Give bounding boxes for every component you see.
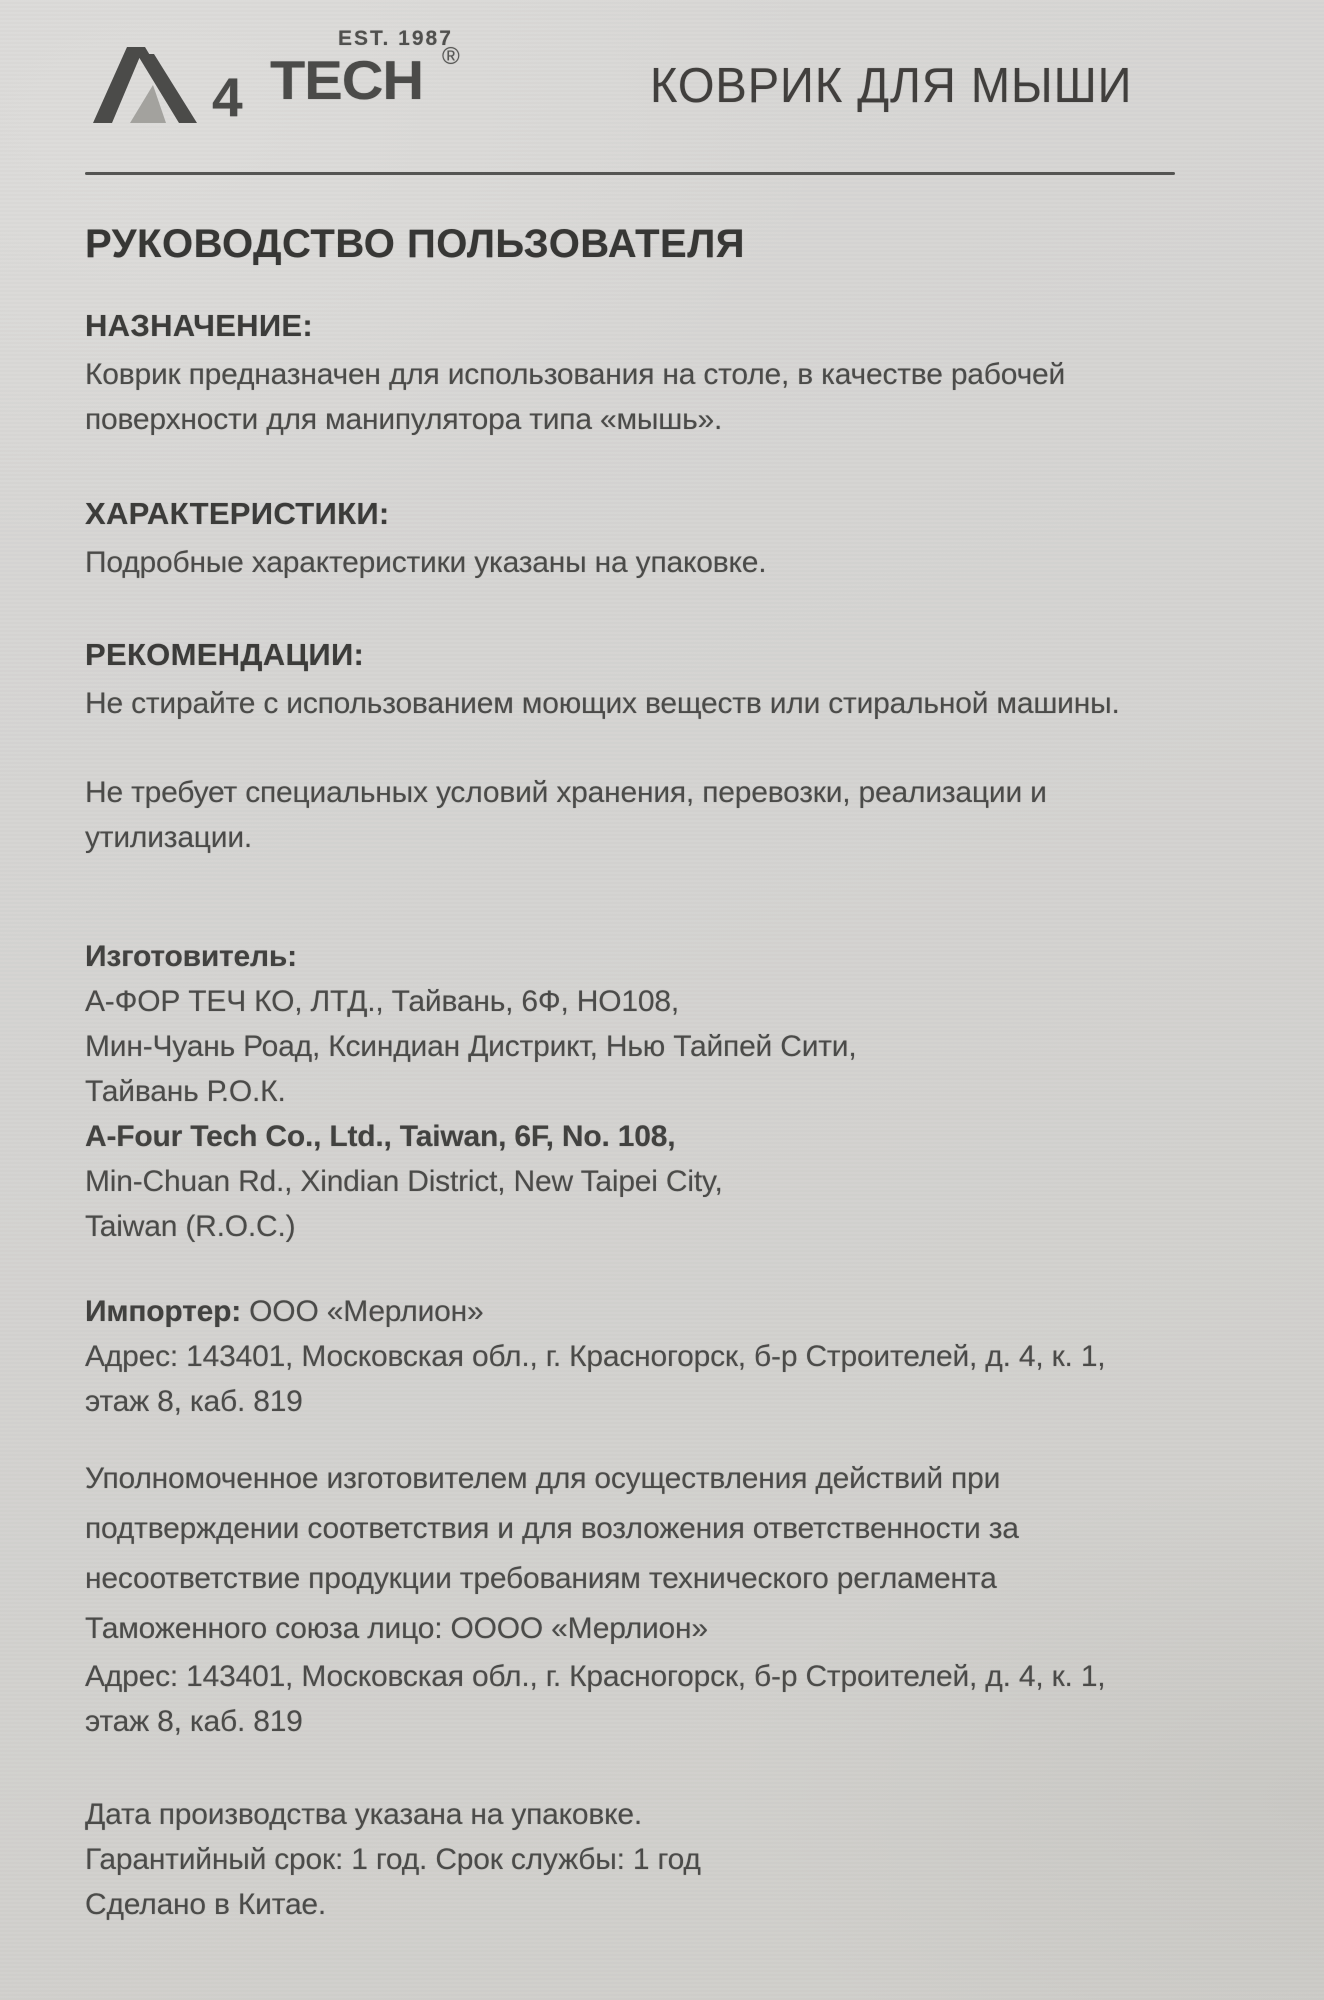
section-heading-specs: ХАРАКТЕРИСТИКИ: (85, 496, 390, 531)
purpose-paragraph (85, 352, 1260, 442)
authorized-line: подтверждении соответствия и для возложения ответственности за (85, 1512, 1019, 1545)
importer-line (85, 1289, 1260, 1334)
footer-line: Сделано в Китае. (85, 1888, 327, 1921)
product-title: КОВРИК ДЛЯ МЫШИ (650, 59, 1133, 113)
importer-address-line: этаж 8, каб. 819 (85, 1385, 303, 1418)
header-divider (85, 172, 1175, 175)
paragraph-line: Не стирайте с использованием моющих веществ или стиральной машины. (85, 687, 1120, 720)
manufacturer-line-ru: Мин-Чуань Роад, Ксиндиан Дистрикт, Нью Тайпей Сити, (85, 1030, 857, 1063)
section-heading-purpose: НАЗНАЧЕНИЕ: (85, 308, 314, 343)
manufacturer-line-en: A-Four Tech Co., Ltd., Taiwan, 6F, No. 108, (85, 1120, 676, 1153)
authorized-representative-block (85, 1454, 1260, 1744)
importer-address-line: Адрес: 143401, Московская обл., г. Красногорск, б-р Строителей, д. 4, к. 1, (85, 1340, 1106, 1373)
importer-name: ООО «Мерлион» (249, 1295, 484, 1328)
manufacturer-block (85, 934, 1260, 1249)
importer-block (85, 1289, 1260, 1424)
a4tech-logo (90, 15, 480, 130)
paragraph-line: поверхности для манипулятора типа «мышь». (85, 403, 723, 436)
est-1987-text: EST. 1987 (338, 27, 453, 50)
registered-trademark-icon: ® (442, 43, 460, 70)
importer-label: Импортер: (85, 1295, 242, 1328)
a4tech-a-mark-icon (93, 47, 213, 123)
manual-content (85, 176, 1260, 1927)
footer-block (85, 1792, 1260, 1927)
manufacturer-label: Изготовитель: (85, 940, 297, 973)
brand-tech-text: TECH (270, 49, 424, 111)
footer-line: Гарантийный срок: 1 год. Срок службы: 1 год (85, 1843, 701, 1876)
manufacturer-line-ru: А-ФОР ТЕЧ КО, ЛТД., Тайвань, 6Ф, НО108, (85, 985, 679, 1018)
paragraph-line: Подробные характеристики указаны на упаковке. (85, 546, 767, 579)
manufacturer-line-en: Min-Chuan Rd., Xindian District, New Taipei City, (85, 1165, 723, 1198)
authorized-line: несоответствие продукции требованиям технического регламента (85, 1562, 997, 1595)
specs-paragraph (85, 540, 1260, 585)
recommendations-paragraph (85, 681, 1260, 726)
authorized-address-line: этаж 8, каб. 819 (85, 1705, 303, 1738)
brand-4-text: 4 (212, 66, 243, 128)
storage-paragraph (85, 770, 1260, 860)
paragraph-line: Не требует специальных условий хранения, перевозки, реализации и (85, 776, 1047, 809)
section-heading-recommendations: РЕКОМЕНДАЦИИ: (85, 637, 365, 672)
manufacturer-line-ru: Тайвань Р.О.К. (85, 1075, 286, 1108)
header (0, 0, 1324, 176)
manufacturer-line-en: Taiwan (R.O.C.) (85, 1210, 296, 1243)
paragraph-line: утилизации. (85, 821, 253, 854)
authorized-address-line: Адрес: 143401, Московская обл., г. Красногорск, б-р Строителей, д. 4, к. 1, (85, 1660, 1106, 1693)
doc-title: РУКОВОДСТВО ПОЛЬЗОВАТЕЛЯ (85, 222, 746, 266)
paragraph-line: Коврик предназначен для использования на столе, в качестве рабочей (85, 358, 1066, 391)
authorized-line: Таможенного союза лицо: ОООО «Мерлион» (85, 1612, 708, 1645)
authorized-line: Уполномоченное изготовителем для осуществления действий при (85, 1462, 1001, 1495)
footer-line: Дата производства указана на упаковке. (85, 1798, 643, 1831)
